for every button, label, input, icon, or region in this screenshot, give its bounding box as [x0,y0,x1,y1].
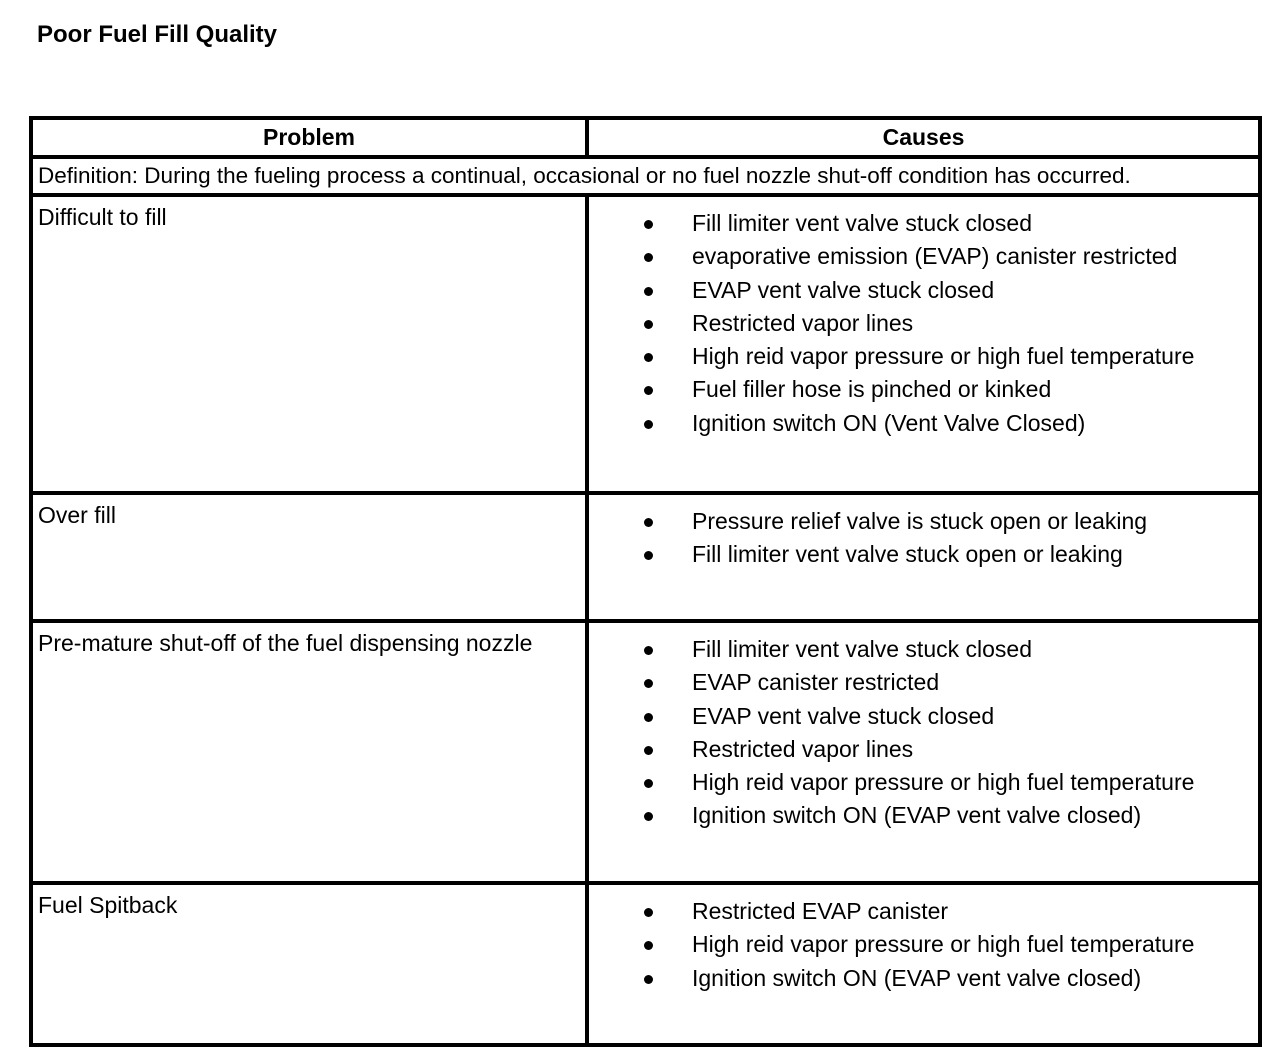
page-title: Poor Fuel Fill Quality [37,21,278,48]
table-row [31,621,1260,883]
bullet-icon [644,713,653,722]
problem-cell: Fuel Spitback [31,883,587,1045]
definition-text: Definition: During the fueling process a continual, occasional or no fuel nozzle shut-off condition has occurred. [31,157,1260,195]
bullet-icon [644,551,653,560]
table-row [31,493,1260,621]
bullet-icon [644,320,653,329]
bullet-icon [644,779,653,788]
bullet-icon [644,420,653,429]
cause-item [589,700,1258,733]
cause-text: High reid vapor pressure or high fuel temperature [692,769,1195,796]
causes-cell [587,493,1260,621]
cause-text: High reid vapor pressure or high fuel temperature [692,931,1195,958]
cause-item [589,407,1258,440]
cause-text: High reid vapor pressure or high fuel temperature [692,343,1195,370]
cause-text: Ignition switch ON (Vent Valve Closed) [692,409,1086,436]
cause-item [589,307,1258,340]
cause-text: Restricted vapor lines [692,309,914,336]
cause-item [589,373,1258,406]
cause-item [589,240,1258,273]
bullet-icon [644,975,653,984]
bullet-icon [644,746,653,755]
table-row [31,195,1260,493]
bullet-icon [644,220,653,229]
cause-item [589,766,1258,799]
header-row [31,118,1260,157]
causes-list [589,633,1258,833]
cause-item [589,207,1258,240]
causes-list [589,895,1258,995]
cause-text: evaporative emission (EVAP) canister restricted [692,243,1178,270]
cause-item [589,505,1258,538]
cause-text: Ignition switch ON (EVAP vent valve closed) [692,802,1142,829]
cause-item [589,274,1258,307]
cause-item [589,799,1258,832]
causes-cell [587,195,1260,493]
bullet-icon [644,812,653,821]
bullet-icon [644,287,653,296]
problem-cell: Difficult to fill [31,195,587,493]
cause-text: EVAP vent valve stuck closed [692,276,995,303]
cause-text: EVAP vent valve stuck closed [692,702,995,729]
cause-item [589,666,1258,699]
causes-cell [587,883,1260,1045]
cause-item [589,538,1258,571]
fuel-fill-quality-table [29,116,1262,1047]
causes-list [589,207,1258,440]
problem-cell: Over fill [31,493,587,621]
problem-cell: Pre-mature shut-off of the fuel dispensing nozzle [31,621,587,883]
cause-item [589,928,1258,961]
cause-text: EVAP canister restricted [692,669,940,696]
causes-list [589,505,1258,572]
table-row [31,883,1260,1045]
cause-item [589,895,1258,928]
bullet-icon [644,679,653,688]
cause-text: Restricted EVAP canister [692,898,949,924]
definition-row [31,157,1260,195]
bullet-icon [644,941,653,950]
cause-item [589,340,1258,373]
cause-text: Fill limiter vent valve stuck open or leaking [692,541,1123,568]
header-problem: Problem [31,118,587,157]
header-causes: Causes [587,118,1260,157]
bullet-icon [644,386,653,395]
cause-text: Fuel filler hose is pinched or kinked [692,376,1052,403]
cause-text: Restricted vapor lines [692,735,914,762]
bullet-icon [644,353,653,362]
cause-item [589,733,1258,766]
cause-text: Fill limiter vent valve stuck closed [692,210,1032,236]
bullet-icon [644,908,653,917]
cause-text: Fill limiter vent valve stuck closed [692,636,1032,662]
bullet-icon [644,518,653,527]
causes-cell [587,621,1260,883]
cause-item [589,962,1258,995]
bullet-icon [644,646,653,655]
cause-item [589,633,1258,666]
cause-text: Pressure relief valve is stuck open or leaking [692,508,1148,534]
cause-text: Ignition switch ON (EVAP vent valve closed) [692,964,1142,991]
bullet-icon [644,253,653,262]
